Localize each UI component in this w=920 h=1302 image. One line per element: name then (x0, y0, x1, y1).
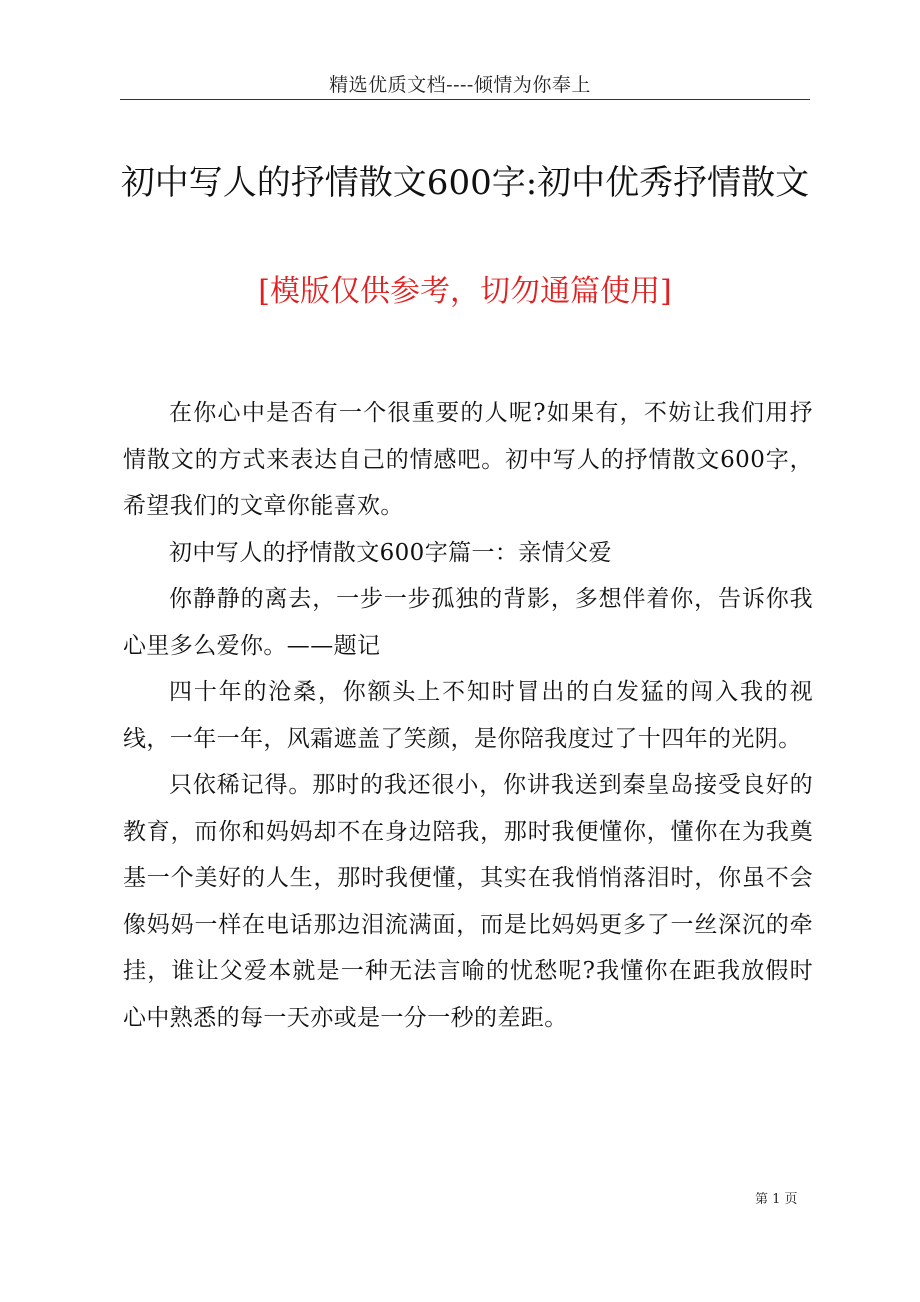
page-number: 第 1 页 (755, 1192, 798, 1207)
paragraph-epigraph: 你静静的离去，一步一步孤独的背影，多想伴着你，告诉你我心里多么爱你。——题记 (123, 586, 813, 659)
document-title: 初中写人的抒情散文600字:初中优秀抒情散文 (120, 163, 810, 203)
section-heading: 初中写人的抒情散文600字篇一：亲情父爱 (169, 539, 612, 566)
paragraph-body: 只依稀记得。那时的我还很小，你讲我送到秦皇岛接受良好的教育，而你和妈妈却不在身边陪我，那时我便懂你，懂你在为我奠基一个美好的人生，那时我便懂，其实在我悄悄落泪时，你虽不会像妈妈一样在电话那边泪流满面，而是比妈妈更多了一丝深沉的牵挂，谁让父爱本就是一种无法言喻的忧愁呢?我懂你在距我放假时心中熟悉的每一天亦或是一分一秒的差距。 (123, 772, 813, 1031)
document-body (123, 390, 813, 1041)
page-header: 精选优质文档----倾情为你奉上 (329, 74, 591, 96)
paragraph-intro: 在你心中是否有一个很重要的人呢?如果有，不妨让我们用抒情散文的方式来表达自己的情感吧。初中写人的抒情散文600字，希望我们的文章你能喜欢。 (123, 400, 813, 519)
header-divider (120, 99, 810, 100)
paragraph-body: 四十年的沧桑，你额头上不知时冒出的白发猛的闯入我的视线，一年一年，风霜遮盖了笑颜，是你陪我度过了十四年的光阴。 (123, 679, 813, 752)
template-notice: [模版仅供参考，切勿通篇使用] (258, 274, 672, 309)
